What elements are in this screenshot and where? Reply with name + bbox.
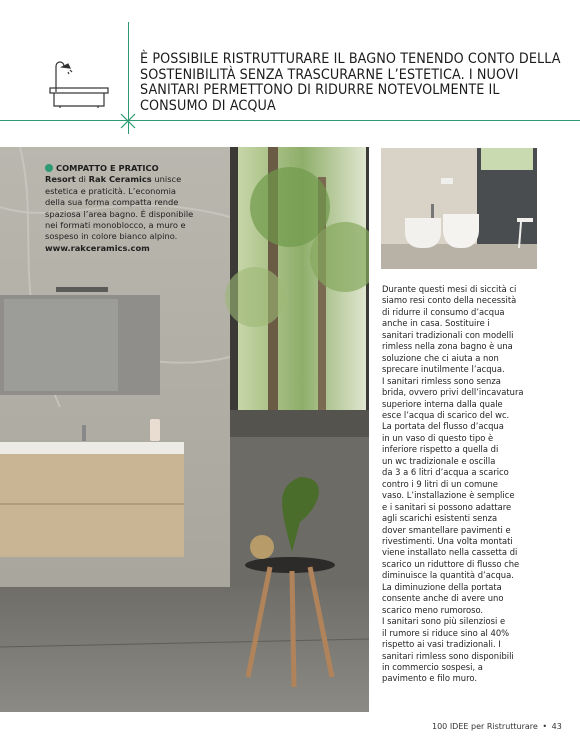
- headline: È POSSIBILE RISTRUTTURARE IL BAGNO TENENDO CONTO DELLA SOSTENIBILITÀ SENZA TRASCURARNE L’ESTETICA. I NUOVI SANITARI PERMETTONO DI RIDURRE NOTEVOLMENTE IL CONSUMO DI ACQUA: [140, 51, 561, 114]
- caption-title: COMPATTO E PRATICO: [56, 163, 159, 173]
- caption-product: Resort: [45, 174, 76, 185]
- page-footer: [432, 722, 562, 731]
- caption-brand: Rak Ceramics: [88, 174, 152, 185]
- product-caption: [45, 163, 195, 254]
- article-body: Durante questi mesi di siccità ci siamo resi conto della necessità di ridurre il consumo d’acqua anche in casa. Sostituire i sanitari tradizionali con modelli rimless nella zona bagno è una soluzione che ci aiuta a non sprecare inutilmente l’acqua. I sanitari rimless sono senza brida, ovvero privi dell’incavatura superiore interna dalla quale esce l’acqua di scarico del wc. La portata del flusso d’acqua in un vaso di questo tipo è inferiore rispetto a quella di un wc tradizionale e oscilla da 3 a 6 litri d’acqua a scarico contro i 9 litri di un comune vaso. L’installazione è semplice e i sanitari si possono adattare agli scarichi esistenti senza dover smantellare pavimenti e rivestimenti. Una volta montati viene installato nella cassetta di scarico un riduttore di flusso che diminuisce la quantità d’acqua. La diminuzione della portata consente anche di avere uno scarico meno rumoroso. I sanitari sono più silenziosi e il rumore si riduce sino al 40% rispetto ai vasi tradizionali. I sanitari rimless sono disponibili in commercio sospesi, a pavimento e filo muro.: [382, 284, 524, 684]
- magazine-name: 100 IDEE per Ristrutturare: [432, 722, 538, 731]
- accent-dot-icon: [45, 164, 53, 172]
- cross-mark-icon: [120, 113, 136, 129]
- page-number: 43: [551, 722, 562, 731]
- header-divider-horizontal: [0, 120, 580, 121]
- caption-text: unisce estetica e praticità. L’economia della sua forma compatta rende spaziosa l’area bagno. È disponibile nei formati monoblocco, a muro e sospeso in colore bianco alpino.: [45, 174, 194, 242]
- caption-website[interactable]: www.rakceramics.com: [45, 242, 150, 253]
- bathtub-icon: [48, 58, 112, 110]
- toilet-bidet-photo: [381, 148, 537, 269]
- footer-separator: •: [542, 722, 548, 731]
- caption-di: di: [75, 174, 89, 185]
